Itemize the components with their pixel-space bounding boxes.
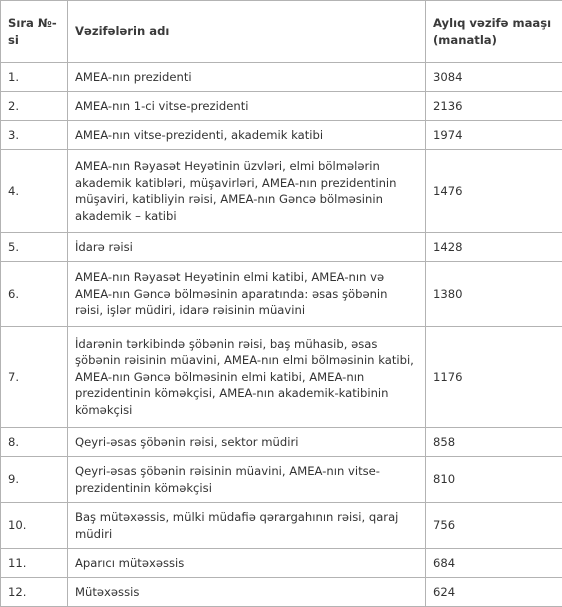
row-position-title: AMEA-nın prezidenti: [68, 63, 426, 92]
row-position-title: Mütəxəssis: [68, 578, 426, 607]
table-row: [1, 121, 562, 150]
row-position-title: Qeyri-əsas şöbənin rəisi, sektor müdiri: [68, 428, 426, 457]
row-number: 10.: [1, 503, 68, 549]
row-number: 4.: [1, 150, 68, 233]
row-salary: 858: [426, 428, 562, 457]
table-row: [1, 92, 562, 121]
row-salary: 3084: [426, 63, 562, 92]
row-number: 9.: [1, 457, 68, 503]
row-position-title: İdarə rəisi: [68, 233, 426, 262]
row-position-title: AMEA-nın Rəyasət Heyətinin üzvləri, elmi bölmələrin akademik katibləri, müşavirləri, AMEA-nın prezidentinin müşaviri, katibliyin rəisi, AMEA-nın Gəncə bölməsinin akademik – katibi: [68, 150, 426, 233]
row-salary: 684: [426, 549, 562, 578]
header-position-title: Vəzifələrin adı: [68, 1, 426, 63]
row-number: 3.: [1, 121, 68, 150]
row-position-title: Qeyri-əsas şöbənin rəisinin müavini, AMEA-nın vitse-prezidentinin köməkçisi: [68, 457, 426, 503]
table-row: [1, 262, 562, 327]
row-number: 12.: [1, 578, 68, 607]
row-number: 6.: [1, 262, 68, 327]
row-position-title: AMEA-nın 1-ci vitse-prezidenti: [68, 92, 426, 121]
table-row: [1, 428, 562, 457]
row-salary: 1974: [426, 121, 562, 150]
row-position-title: Baş mütəxəssis, mülki müdafiə qərargahının rəisi, qaraj müdiri: [68, 503, 426, 549]
row-number: 1.: [1, 63, 68, 92]
row-position-title: AMEA-nın Rəyasət Heyətinin elmi katibi, AMEA-nın və AMEA-nın Gəncə bölməsinin aparatında: əsas şöbənin rəisi, işlər müdiri, idarə rəisinin müavini: [68, 262, 426, 327]
row-salary: 2136: [426, 92, 562, 121]
row-salary: 810: [426, 457, 562, 503]
row-number: 11.: [1, 549, 68, 578]
row-number: 7.: [1, 327, 68, 428]
header-monthly-salary: Aylıq vəzifə maaşı (manatla): [426, 1, 562, 63]
row-salary: 756: [426, 503, 562, 549]
table-row: [1, 63, 562, 92]
row-salary: 1176: [426, 327, 562, 428]
row-position-title: İdarənin tərkibində şöbənin rəisi, baş mühasib, əsas şöbənin rəisinin müavini, AMEA-nın elmi bölməsinin katibi, AMEA-nın Gəncə bölməsinin elmi katibi, AMEA-nın prezidentinin köməkçisi, AMEA-nın akademik-katibinin köməkçisi: [68, 327, 426, 428]
row-salary: 1428: [426, 233, 562, 262]
table-row: [1, 327, 562, 428]
header-number: Sıra №-si: [1, 1, 68, 63]
table-row: [1, 578, 562, 607]
row-position-title: AMEA-nın vitse-prezidenti, akademik katibi: [68, 121, 426, 150]
table-row: [1, 457, 562, 503]
table-row: [1, 503, 562, 549]
row-salary: 1380: [426, 262, 562, 327]
table-row: [1, 549, 562, 578]
table-header-row: [1, 1, 562, 63]
row-number: 8.: [1, 428, 68, 457]
table-row: [1, 233, 562, 262]
row-number: 5.: [1, 233, 68, 262]
row-position-title: Aparıcı mütəxəssis: [68, 549, 426, 578]
row-salary: 624: [426, 578, 562, 607]
row-number: 2.: [1, 92, 68, 121]
row-salary: 1476: [426, 150, 562, 233]
table-row: [1, 150, 562, 233]
